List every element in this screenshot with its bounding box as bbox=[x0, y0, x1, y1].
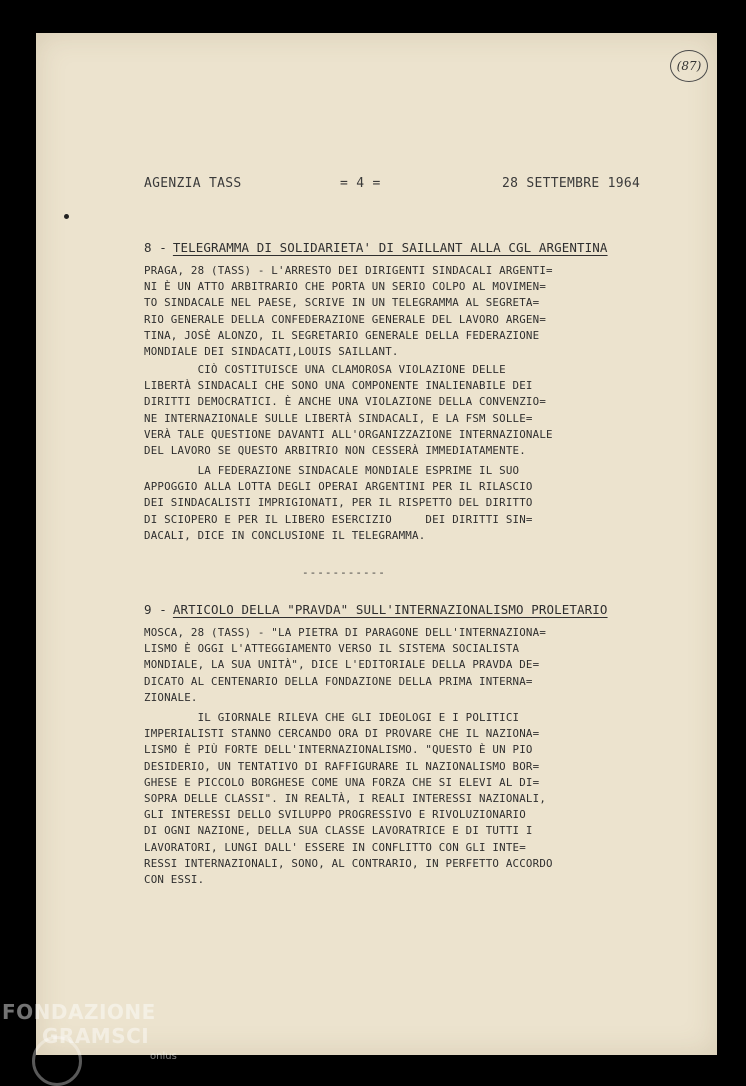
section-8-paragraph-2 bbox=[144, 362, 644, 459]
text-line: MOSCA, 28 (TASS) - "LA PIETRA DI PARAGONE DELL'INTERNAZIONA= bbox=[144, 626, 547, 639]
text-line: CON ESSI. bbox=[144, 873, 205, 887]
punch-hole-dot bbox=[64, 214, 69, 219]
section-9-number: 9 - bbox=[144, 602, 167, 617]
header-date: 28 SETTEMBRE 1964 bbox=[502, 176, 641, 191]
section-9-paragraph-2 bbox=[144, 710, 644, 888]
text-line: MONDIALE, LA SUA UNITÀ", DICE L'EDITORIALE DELLA PRAVDA DE= bbox=[144, 658, 540, 672]
text-line: LIBERTÀ SINDACALI CHE SONO UNA COMPONENTE INALIENABILE DEI bbox=[144, 379, 533, 393]
text-line: ZIONALE. bbox=[144, 690, 198, 704]
text-line: NI È UN ATTO ARBITRARIO CHE PORTA UN SERIO COLPO AL MOVIMEN= bbox=[144, 280, 547, 294]
text-line: DIRITTI DEMOCRATICI. È ANCHE UNA VIOLAZIONE DELLA CONVENZIO= bbox=[144, 395, 547, 409]
text-line: APPOGGIO ALLA LOTTA DEGLI OPERAI ARGENTINI PER IL RILASCIO bbox=[144, 480, 533, 494]
text-line: IMPERIALISTI STANNO CERCANDO ORA DI PROVARE CHE IL NAZIONA= bbox=[144, 727, 540, 741]
text-line: LA FEDERAZIONE SINDACALE MONDIALE ESPRIME IL SUO bbox=[144, 464, 520, 477]
text-line: IL GIORNALE RILEVA CHE GLI IDEOLOGI E I POLITICI bbox=[144, 711, 520, 724]
section-9-paragraph-1 bbox=[144, 625, 644, 706]
section-separator: ----------- bbox=[302, 566, 386, 579]
text-line: SOPRA DELLE CLASSI". IN REALTÀ, I REALI INTERESSI NAZIONALI, bbox=[144, 792, 547, 806]
watermark-line-1: FONDAZIONE bbox=[2, 1000, 156, 1024]
text-line: LISMO È PIÙ FORTE DELL'INTERNAZIONALISMO. "QUESTO È UN PIO bbox=[144, 743, 533, 757]
text-line: GLI INTERESSI DELLO SVILUPPO PROGRESSIVO E RIVOLUZIONARIO bbox=[144, 808, 526, 822]
text-line: DACALI, DICE IN CONCLUSIONE IL TELEGRAMMA. bbox=[144, 528, 426, 542]
section-8-paragraph-1 bbox=[144, 263, 644, 360]
watermark-line-2: GRAMSCI bbox=[42, 1024, 150, 1048]
text-line: DI OGNI NAZIONE, DELLA SUA CLASSE LAVORATRICE E DI TUTTI I bbox=[144, 824, 533, 838]
archive-number-stamp: (87) bbox=[670, 50, 708, 82]
section-9-title: ARTICOLO DELLA "PRAVDA" SULL'INTERNAZIONALISMO PROLETARIO bbox=[172, 602, 608, 617]
text-line: GHESE E PICCOLO BORGHESE COME UNA FORZA CHE SI ELEVI AL DI= bbox=[144, 775, 540, 789]
header-page-number: = 4 = bbox=[340, 176, 381, 191]
section-8-title: TELEGRAMMA DI SOLIDARIETA' DI SAILLANT ALLA CGL ARGENTINA bbox=[172, 240, 608, 255]
section-8-paragraph-3 bbox=[144, 463, 644, 544]
text-line: NE INTERNAZIONALE SULLE LIBERTÀ SINDACALI, E LA FSM SOLLE= bbox=[144, 411, 533, 425]
header-agency: AGENZIA TASS bbox=[144, 176, 242, 191]
text-line: LAVORATORI, LUNGI DALL' ESSERE IN CONFLITTO CON GLI INTE= bbox=[144, 840, 526, 854]
text-line: DEI SINDACALISTI IMPRIGIONATI, PER IL RISPETTO DEL DIRITTO bbox=[144, 496, 533, 510]
text-line: DICATO AL CENTENARIO DELLA FONDAZIONE DELLA PRIMA INTERNA= bbox=[144, 674, 533, 688]
text-line: DESIDERIO, UN TENTATIVO DI RAFFIGURARE IL NAZIONALISMO BOR= bbox=[144, 759, 540, 773]
text-line: LISMO È OGGI L'ATTEGGIAMENTO VERSO IL SISTEMA SOCIALISTA bbox=[144, 642, 520, 656]
text-line: DEL LAVORO SE QUESTO ARBITRIO NON CESSERÀ IMMEDIATAMENTE. bbox=[144, 444, 526, 458]
section-9-heading bbox=[144, 602, 608, 617]
section-8-number: 8 - bbox=[144, 240, 167, 255]
text-line: TO SINDACALE NEL PAESE, SCRIVE IN UN TELEGRAMMA AL SEGRETA= bbox=[144, 296, 540, 310]
text-line: RESSI INTERNAZIONALI, SONO, AL CONTRARIO, IN PERFETTO ACCORDO bbox=[144, 856, 553, 870]
fondazione-gramsci-watermark bbox=[2, 996, 202, 1076]
text-line: CIÒ COSTITUISCE UNA CLAMOROSA VIOLAZIONE DELLE bbox=[144, 363, 506, 376]
section-8-heading bbox=[144, 240, 608, 255]
text-line: PRAGA, 28 (TASS) - L'ARRESTO DEI DIRIGENTI SINDACALI ARGENTI= bbox=[144, 264, 553, 277]
text-line: VERÀ TALE QUESTIONE DAVANTI ALL'ORGANIZZAZIONE INTERNAZIONALE bbox=[144, 427, 553, 441]
text-line: MONDIALE DEI SINDACATI,LOUIS SAILLANT. bbox=[144, 345, 399, 359]
watermark-onlus: onlus bbox=[150, 1051, 177, 1062]
text-line: DI SCIOPERO E PER IL LIBERO ESERCIZIO DEI DIRITTI SIN= bbox=[144, 512, 533, 526]
text-line: TINA, JOSÈ ALONZO, IL SEGRETARIO GENERALE DELLA FEDERAZIONE bbox=[144, 328, 540, 342]
text-line: RIO GENERALE DELLA CONFEDERAZIONE GENERALE DEL LAVORO ARGEN= bbox=[144, 312, 547, 326]
